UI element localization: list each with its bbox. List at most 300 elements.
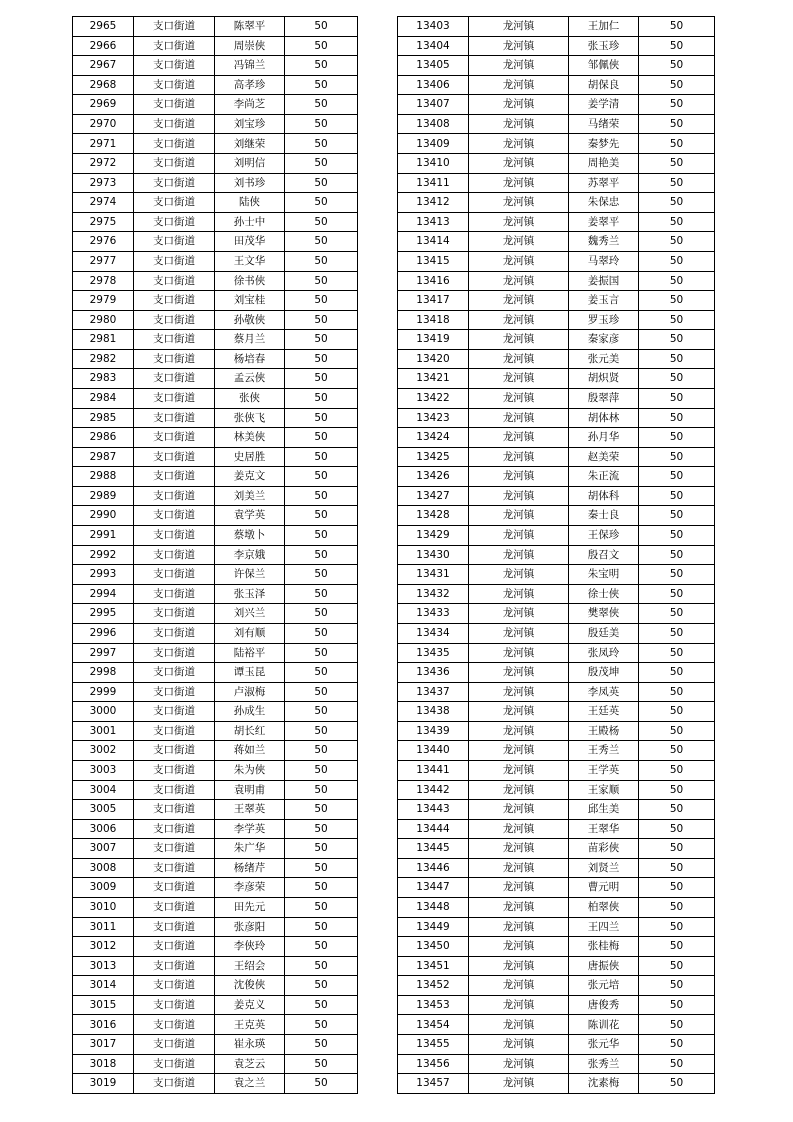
person-name-cell: 张元华	[569, 1035, 639, 1055]
amount-cell: 50	[285, 310, 358, 330]
person-name-cell: 张桂梅	[569, 937, 639, 957]
person-name-cell: 王家顺	[569, 780, 639, 800]
record-number-cell: 2993	[73, 565, 134, 585]
table-row	[398, 467, 715, 487]
table-row	[73, 193, 358, 213]
amount-cell: 50	[285, 369, 358, 389]
area-name-cell: 支口街道	[134, 643, 215, 663]
record-number-cell: 13403	[398, 17, 469, 37]
area-name-cell: 龙河镇	[469, 565, 569, 585]
area-name-cell: 龙河镇	[469, 369, 569, 389]
area-name-cell: 支口街道	[134, 995, 215, 1015]
area-name-cell: 支口街道	[134, 780, 215, 800]
table-row	[73, 330, 358, 350]
table-row	[398, 956, 715, 976]
record-number-cell: 2986	[73, 428, 134, 448]
amount-cell: 50	[285, 682, 358, 702]
area-name-cell: 支口街道	[134, 623, 215, 643]
person-name-cell: 殷廷美	[569, 623, 639, 643]
amount-cell: 50	[639, 1015, 715, 1035]
amount-cell: 50	[285, 878, 358, 898]
table-row	[398, 1015, 715, 1035]
amount-cell: 50	[285, 643, 358, 663]
record-number-cell: 13407	[398, 95, 469, 115]
amount-cell: 50	[639, 388, 715, 408]
amount-cell: 50	[285, 154, 358, 174]
amount-cell: 50	[639, 839, 715, 859]
table-row	[73, 369, 358, 389]
area-name-cell: 支口街道	[134, 17, 215, 37]
area-name-cell: 支口街道	[134, 212, 215, 232]
person-name-cell: 王廷英	[569, 702, 639, 722]
area-name-cell: 支口街道	[134, 467, 215, 487]
amount-cell: 50	[639, 154, 715, 174]
person-name-cell: 许保兰	[215, 565, 285, 585]
table-row	[73, 858, 358, 878]
person-name-cell: 王翠英	[215, 800, 285, 820]
table-row	[398, 95, 715, 115]
record-number-cell: 13455	[398, 1035, 469, 1055]
area-name-cell: 龙河镇	[469, 623, 569, 643]
amount-cell: 50	[285, 56, 358, 76]
table-row	[73, 741, 358, 761]
record-number-cell: 3001	[73, 721, 134, 741]
person-name-cell: 李凤英	[569, 682, 639, 702]
area-name-cell: 支口街道	[134, 839, 215, 859]
table-row	[73, 604, 358, 624]
person-name-cell: 王殿杨	[569, 721, 639, 741]
amount-cell: 50	[285, 956, 358, 976]
person-name-cell: 袁明甫	[215, 780, 285, 800]
record-number-cell: 3015	[73, 995, 134, 1015]
person-name-cell: 沈俊俠	[215, 976, 285, 996]
amount-cell: 50	[285, 780, 358, 800]
record-number-cell: 13456	[398, 1054, 469, 1074]
record-number-cell: 13411	[398, 173, 469, 193]
amount-cell: 50	[639, 349, 715, 369]
amount-cell: 50	[639, 17, 715, 37]
area-name-cell: 支口街道	[134, 134, 215, 154]
amount-cell: 50	[285, 291, 358, 311]
amount-cell: 50	[285, 819, 358, 839]
amount-cell: 50	[639, 36, 715, 56]
table-row	[398, 819, 715, 839]
amount-cell: 50	[285, 623, 358, 643]
area-name-cell: 龙河镇	[469, 858, 569, 878]
record-number-cell: 13453	[398, 995, 469, 1015]
area-name-cell: 支口街道	[134, 937, 215, 957]
person-name-cell: 张秀兰	[569, 1054, 639, 1074]
area-name-cell: 龙河镇	[469, 1054, 569, 1074]
amount-cell: 50	[285, 251, 358, 271]
area-name-cell: 支口街道	[134, 447, 215, 467]
record-number-cell: 13452	[398, 976, 469, 996]
table-row	[73, 506, 358, 526]
record-number-cell: 13454	[398, 1015, 469, 1035]
record-number-cell: 2973	[73, 173, 134, 193]
area-name-cell: 支口街道	[134, 898, 215, 918]
person-name-cell: 胡体林	[569, 408, 639, 428]
amount-cell: 50	[639, 878, 715, 898]
person-name-cell: 胡保良	[569, 75, 639, 95]
table-row	[73, 721, 358, 741]
amount-cell: 50	[285, 800, 358, 820]
person-name-cell: 刘有顺	[215, 623, 285, 643]
record-number-cell: 13405	[398, 56, 469, 76]
table-row	[398, 56, 715, 76]
person-name-cell: 王绍会	[215, 956, 285, 976]
record-number-cell: 13433	[398, 604, 469, 624]
amount-cell: 50	[639, 800, 715, 820]
amount-cell: 50	[639, 663, 715, 683]
area-name-cell: 支口街道	[134, 1035, 215, 1055]
amount-cell: 50	[639, 780, 715, 800]
record-number-cell: 13444	[398, 819, 469, 839]
record-number-cell: 13447	[398, 878, 469, 898]
amount-cell: 50	[639, 193, 715, 213]
amount-cell: 50	[639, 526, 715, 546]
record-number-cell: 13439	[398, 721, 469, 741]
area-name-cell: 龙河镇	[469, 702, 569, 722]
area-name-cell: 支口街道	[134, 173, 215, 193]
record-number-cell: 2969	[73, 95, 134, 115]
person-name-cell: 蒋如兰	[215, 741, 285, 761]
person-name-cell: 王文华	[215, 251, 285, 271]
person-name-cell: 徐士俠	[569, 584, 639, 604]
person-name-cell: 刘明信	[215, 154, 285, 174]
table-row	[73, 702, 358, 722]
person-name-cell: 胡长红	[215, 721, 285, 741]
amount-cell: 50	[639, 682, 715, 702]
record-number-cell: 13443	[398, 800, 469, 820]
record-number-cell: 13421	[398, 369, 469, 389]
amount-cell: 50	[285, 447, 358, 467]
table-row	[73, 154, 358, 174]
record-number-cell: 13414	[398, 232, 469, 252]
table-row	[73, 271, 358, 291]
area-name-cell: 支口街道	[134, 721, 215, 741]
record-number-cell: 3012	[73, 937, 134, 957]
record-number-cell: 13428	[398, 506, 469, 526]
area-name-cell: 龙河镇	[469, 330, 569, 350]
area-name-cell: 龙河镇	[469, 232, 569, 252]
table-row	[398, 251, 715, 271]
person-name-cell: 朱广华	[215, 839, 285, 859]
record-number-cell: 13427	[398, 486, 469, 506]
person-name-cell: 张俠飞	[215, 408, 285, 428]
amount-cell: 50	[639, 291, 715, 311]
table-row	[398, 878, 715, 898]
record-number-cell: 13430	[398, 545, 469, 565]
table-row	[398, 447, 715, 467]
record-number-cell: 2990	[73, 506, 134, 526]
amount-cell: 50	[639, 721, 715, 741]
table-row	[398, 780, 715, 800]
table-row	[398, 584, 715, 604]
record-number-cell: 3019	[73, 1074, 134, 1094]
right-list-body	[398, 17, 715, 1094]
person-name-cell: 张玉珍	[569, 36, 639, 56]
person-name-cell: 徐书俠	[215, 271, 285, 291]
area-name-cell: 龙河镇	[469, 604, 569, 624]
person-name-cell: 袁之兰	[215, 1074, 285, 1094]
record-number-cell: 2987	[73, 447, 134, 467]
area-name-cell: 龙河镇	[469, 839, 569, 859]
area-name-cell: 龙河镇	[469, 154, 569, 174]
record-number-cell: 2965	[73, 17, 134, 37]
record-number-cell: 13436	[398, 663, 469, 683]
area-name-cell: 支口街道	[134, 36, 215, 56]
record-number-cell: 3005	[73, 800, 134, 820]
table-row	[73, 1054, 358, 1074]
record-number-cell: 3010	[73, 898, 134, 918]
record-number-cell: 2983	[73, 369, 134, 389]
amount-cell: 50	[285, 349, 358, 369]
table-row	[73, 1015, 358, 1035]
person-name-cell: 张玉泽	[215, 584, 285, 604]
table-row	[73, 291, 358, 311]
table-row	[73, 526, 358, 546]
amount-cell: 50	[285, 506, 358, 526]
person-name-cell: 胡炽贤	[569, 369, 639, 389]
area-name-cell: 龙河镇	[469, 819, 569, 839]
area-name-cell: 支口街道	[134, 369, 215, 389]
person-name-cell: 魏秀兰	[569, 232, 639, 252]
area-name-cell: 龙河镇	[469, 467, 569, 487]
area-name-cell: 龙河镇	[469, 95, 569, 115]
amount-cell: 50	[285, 858, 358, 878]
table-row	[398, 154, 715, 174]
table-row	[398, 232, 715, 252]
record-number-cell: 2970	[73, 114, 134, 134]
table-row	[73, 310, 358, 330]
person-name-cell: 张彦阳	[215, 917, 285, 937]
table-row	[398, 330, 715, 350]
record-number-cell: 2979	[73, 291, 134, 311]
record-number-cell: 3002	[73, 741, 134, 761]
record-number-cell: 3000	[73, 702, 134, 722]
person-name-cell: 谭玉昆	[215, 663, 285, 683]
table-row	[73, 643, 358, 663]
record-number-cell: 13424	[398, 428, 469, 448]
person-name-cell: 姜玉言	[569, 291, 639, 311]
table-row	[398, 917, 715, 937]
amount-cell: 50	[285, 232, 358, 252]
record-number-cell: 13419	[398, 330, 469, 350]
table-row	[73, 1035, 358, 1055]
record-number-cell: 13440	[398, 741, 469, 761]
table-row	[73, 428, 358, 448]
table-row	[398, 800, 715, 820]
amount-cell: 50	[639, 447, 715, 467]
area-name-cell: 龙河镇	[469, 506, 569, 526]
amount-cell: 50	[285, 75, 358, 95]
record-number-cell: 2980	[73, 310, 134, 330]
table-row	[398, 486, 715, 506]
table-row	[73, 545, 358, 565]
area-name-cell: 支口街道	[134, 330, 215, 350]
amount-cell: 50	[639, 271, 715, 291]
table-row	[73, 232, 358, 252]
table-row	[73, 75, 358, 95]
record-number-cell: 13420	[398, 349, 469, 369]
person-name-cell: 李学英	[215, 819, 285, 839]
amount-cell: 50	[285, 741, 358, 761]
area-name-cell: 支口街道	[134, 388, 215, 408]
amount-cell: 50	[639, 134, 715, 154]
person-name-cell: 唐振俠	[569, 956, 639, 976]
record-number-cell: 13418	[398, 310, 469, 330]
area-name-cell: 支口街道	[134, 271, 215, 291]
record-number-cell: 2967	[73, 56, 134, 76]
table-row	[73, 1074, 358, 1094]
table-row	[398, 526, 715, 546]
area-name-cell: 支口街道	[134, 154, 215, 174]
area-name-cell: 龙河镇	[469, 976, 569, 996]
amount-cell: 50	[639, 467, 715, 487]
table-row	[73, 173, 358, 193]
person-name-cell: 刘贤兰	[569, 858, 639, 878]
record-number-cell: 13408	[398, 114, 469, 134]
amount-cell: 50	[285, 114, 358, 134]
amount-cell: 50	[639, 604, 715, 624]
table-row	[73, 388, 358, 408]
record-number-cell: 13412	[398, 193, 469, 213]
area-name-cell: 龙河镇	[469, 780, 569, 800]
person-name-cell: 朱保忠	[569, 193, 639, 213]
person-name-cell: 唐俊秀	[569, 995, 639, 1015]
amount-cell: 50	[639, 310, 715, 330]
table-row	[398, 760, 715, 780]
amount-cell: 50	[639, 330, 715, 350]
record-number-cell: 3006	[73, 819, 134, 839]
person-name-cell: 苗彩俠	[569, 839, 639, 859]
area-name-cell: 支口街道	[134, 349, 215, 369]
record-number-cell: 3007	[73, 839, 134, 859]
area-name-cell: 龙河镇	[469, 36, 569, 56]
record-number-cell: 3017	[73, 1035, 134, 1055]
person-name-cell: 陆裕平	[215, 643, 285, 663]
amount-cell: 50	[639, 565, 715, 585]
amount-cell: 50	[639, 976, 715, 996]
record-number-cell: 13435	[398, 643, 469, 663]
person-name-cell: 马翠玲	[569, 251, 639, 271]
table-row	[398, 349, 715, 369]
person-name-cell: 姜翠平	[569, 212, 639, 232]
area-name-cell: 支口街道	[134, 858, 215, 878]
amount-cell: 50	[285, 36, 358, 56]
area-name-cell: 支口街道	[134, 584, 215, 604]
amount-cell: 50	[285, 839, 358, 859]
amount-cell: 50	[285, 1054, 358, 1074]
person-name-cell: 孙月华	[569, 428, 639, 448]
amount-cell: 50	[639, 917, 715, 937]
record-number-cell: 3016	[73, 1015, 134, 1035]
area-name-cell: 龙河镇	[469, 486, 569, 506]
record-number-cell: 3011	[73, 917, 134, 937]
table-row	[398, 173, 715, 193]
person-name-cell: 曹元明	[569, 878, 639, 898]
table-row	[73, 623, 358, 643]
area-name-cell: 龙河镇	[469, 1074, 569, 1094]
person-name-cell: 崔永瑛	[215, 1035, 285, 1055]
table-row	[73, 56, 358, 76]
record-number-cell: 2978	[73, 271, 134, 291]
amount-cell: 50	[285, 584, 358, 604]
amount-cell: 50	[639, 428, 715, 448]
area-name-cell: 龙河镇	[469, 212, 569, 232]
amount-cell: 50	[639, 623, 715, 643]
person-name-cell: 张元美	[569, 349, 639, 369]
table-row	[398, 291, 715, 311]
area-name-cell: 龙河镇	[469, 114, 569, 134]
amount-cell: 50	[285, 95, 358, 115]
record-number-cell: 13432	[398, 584, 469, 604]
area-name-cell: 龙河镇	[469, 741, 569, 761]
area-name-cell: 龙河镇	[469, 17, 569, 37]
area-name-cell: 龙河镇	[469, 310, 569, 330]
person-name-cell: 殷翠萍	[569, 388, 639, 408]
amount-cell: 50	[639, 858, 715, 878]
amount-cell: 50	[639, 1035, 715, 1055]
area-name-cell: 龙河镇	[469, 173, 569, 193]
record-number-cell: 13431	[398, 565, 469, 585]
area-name-cell: 龙河镇	[469, 584, 569, 604]
amount-cell: 50	[639, 995, 715, 1015]
person-name-cell: 李尚芝	[215, 95, 285, 115]
area-name-cell: 龙河镇	[469, 878, 569, 898]
amount-cell: 50	[639, 75, 715, 95]
table-row	[73, 760, 358, 780]
amount-cell: 50	[285, 702, 358, 722]
area-name-cell: 龙河镇	[469, 408, 569, 428]
table-row	[73, 447, 358, 467]
amount-cell: 50	[639, 369, 715, 389]
person-name-cell: 高孝珍	[215, 75, 285, 95]
area-name-cell: 龙河镇	[469, 388, 569, 408]
person-name-cell: 殷茂坤	[569, 663, 639, 683]
record-number-cell: 2984	[73, 388, 134, 408]
amount-cell: 50	[285, 760, 358, 780]
amount-cell: 50	[639, 1054, 715, 1074]
table-row	[398, 937, 715, 957]
record-number-cell: 2966	[73, 36, 134, 56]
amount-cell: 50	[285, 545, 358, 565]
table-row	[398, 898, 715, 918]
area-name-cell: 龙河镇	[469, 56, 569, 76]
record-number-cell: 13442	[398, 780, 469, 800]
person-name-cell: 刘美兰	[215, 486, 285, 506]
amount-cell: 50	[639, 408, 715, 428]
table-row	[398, 506, 715, 526]
person-name-cell: 马绪荣	[569, 114, 639, 134]
area-name-cell: 支口街道	[134, 956, 215, 976]
area-name-cell: 支口街道	[134, 1054, 215, 1074]
table-row	[398, 702, 715, 722]
record-number-cell: 13446	[398, 858, 469, 878]
record-number-cell: 2991	[73, 526, 134, 546]
area-name-cell: 支口街道	[134, 976, 215, 996]
amount-cell: 50	[285, 134, 358, 154]
person-name-cell: 王四兰	[569, 917, 639, 937]
record-number-cell: 13448	[398, 898, 469, 918]
amount-cell: 50	[285, 212, 358, 232]
amount-cell: 50	[639, 584, 715, 604]
area-name-cell: 支口街道	[134, 604, 215, 624]
person-name-cell: 刘兴兰	[215, 604, 285, 624]
record-number-cell: 13422	[398, 388, 469, 408]
person-name-cell: 刘继荣	[215, 134, 285, 154]
